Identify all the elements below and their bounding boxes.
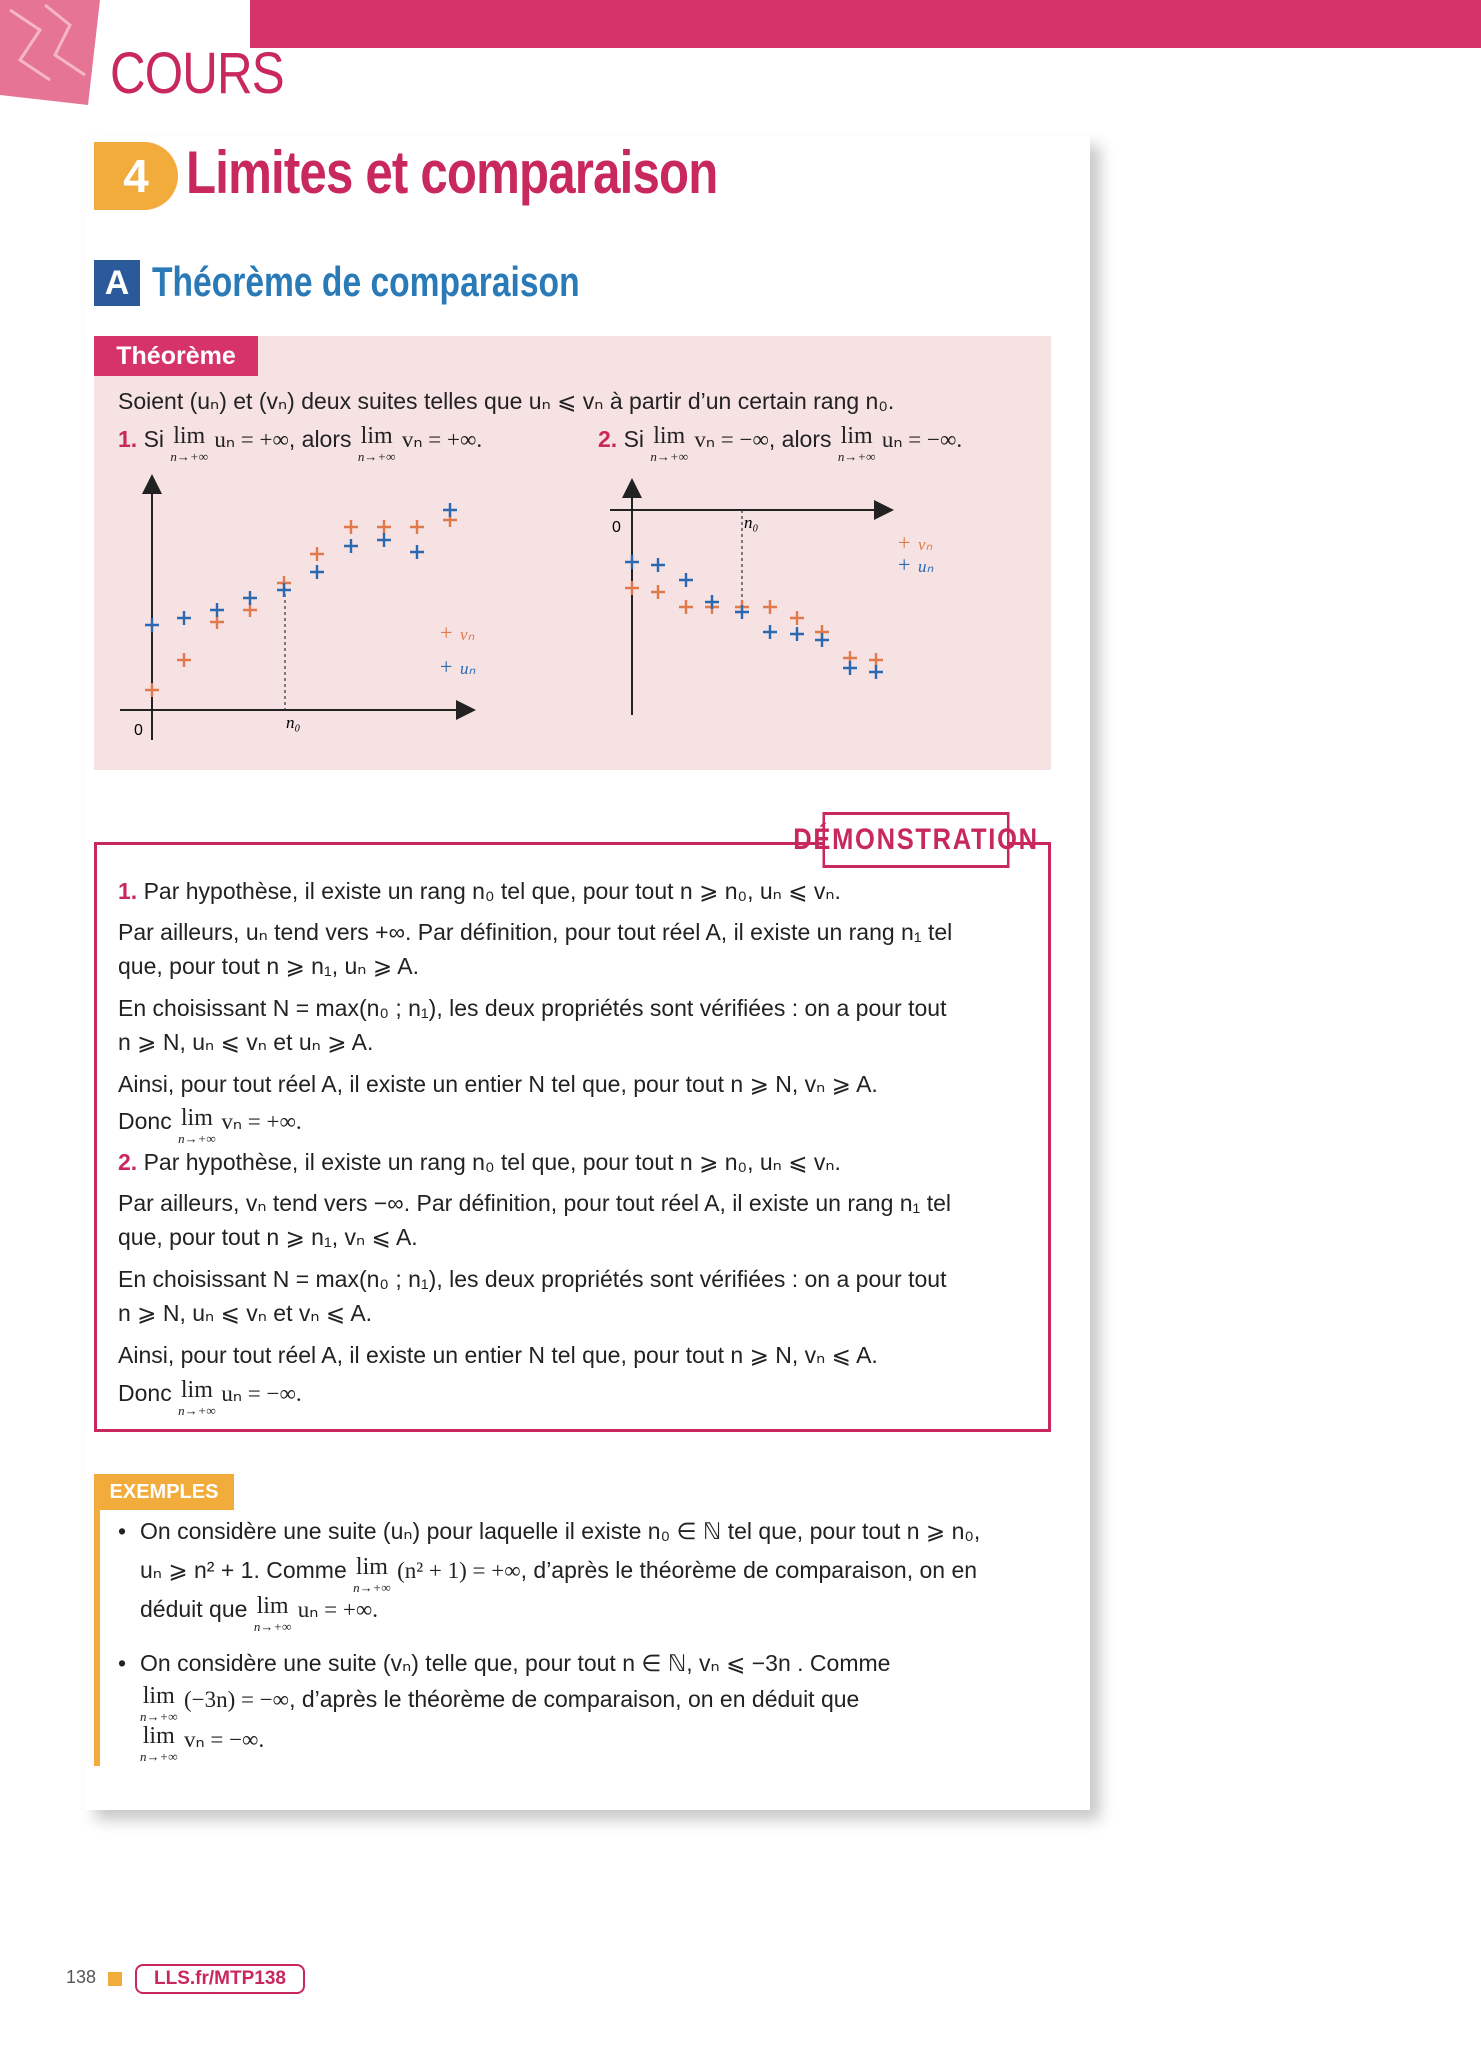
v-mark: [651, 585, 665, 599]
v-mark: [310, 547, 324, 561]
item-number: 2.: [598, 426, 618, 452]
u-mark: [344, 539, 358, 553]
v-mark: [177, 653, 191, 667]
subsection-letter-badge: A: [94, 260, 140, 306]
u-mark: [815, 633, 829, 647]
item-prefix: Si: [143, 426, 165, 452]
limit-expression: uₙ = −∞.: [881, 427, 963, 452]
v-mark: [790, 611, 804, 625]
v-mark: [869, 653, 883, 667]
v-mark: [679, 600, 693, 614]
examples-label: EXEMPLES: [94, 1474, 234, 1510]
footer-square-icon: [108, 1972, 122, 1986]
example-2-bullet: •: [118, 1650, 127, 1676]
u-mark: [790, 627, 804, 641]
demonstration-line: [118, 993, 946, 1023]
demonstration-line: [118, 917, 952, 947]
example-text: , d’après le théorème de comparaison, on en déduit que: [289, 1686, 860, 1712]
legend-v-label: vₙ: [918, 535, 933, 554]
example-2-line-2: [140, 1684, 859, 1723]
v-mark: [763, 600, 777, 614]
demonstration-text-span: Par ailleurs, vₙ tend vers −∞. Par définition, pour tout réel A, il existe un rang n₁ tel: [118, 1190, 951, 1216]
demonstration-text-span: Ainsi, pour tout réel A, il existe un entier N tel que, pour tout n ⩾ N, vₙ ⩽ A.: [118, 1342, 878, 1368]
demonstration-line: [118, 1106, 302, 1145]
u-mark: [310, 565, 324, 579]
limit-expression: (n² + 1) = +∞: [397, 1558, 521, 1583]
limit-operator: lim n→+∞: [357, 423, 396, 464]
graph-decreasing: [590, 470, 990, 730]
theorem-item-2: [598, 424, 962, 463]
demonstration-line: [118, 1147, 841, 1177]
u-mark: [625, 555, 639, 569]
example-2-line-1: On considère une suite (vₙ) telle que, pour tout n ∈ ℕ, vₙ ⩽ −3n . Comme: [140, 1650, 891, 1676]
demonstration-line: [118, 1378, 302, 1417]
demonstration-line: [118, 1027, 373, 1057]
limit-expression: uₙ = +∞: [214, 427, 289, 452]
subsection-title: Théorème de comparaison: [152, 258, 580, 305]
n0-label: n₀: [744, 513, 759, 532]
limit-expression: uₙ = +∞.: [297, 1597, 379, 1622]
legend-u-marker: +: [440, 654, 453, 679]
u-mark: [243, 591, 257, 605]
legend-u-marker: +: [898, 552, 911, 577]
limit-operator: lim n→+∞: [353, 1554, 391, 1595]
limit-operator: lim n→+∞: [253, 1593, 292, 1634]
example-2-line-3: [140, 1724, 264, 1763]
demonstration-line: [118, 951, 419, 981]
demonstration-text-span: Par ailleurs, uₙ tend vers +∞. Par définition, pour tout réel A, il existe un rang n₁ tel: [118, 919, 953, 945]
demonstration-text-span: que, pour tout n ⩾ n₁, vₙ ⩽ A.: [118, 1224, 418, 1250]
graph-increasing: [110, 470, 490, 750]
u-mark: [651, 558, 665, 572]
demonstration-text-span: Par hypothèse, il existe un rang n₀ tel que, pour tout n ⩾ n₀, uₙ ⩽ vₙ.: [143, 1149, 841, 1175]
page-number: 138: [66, 1967, 97, 1987]
limit-operator: lim n→+∞: [178, 1377, 216, 1418]
limit-expression: uₙ = −∞.: [215, 1381, 302, 1406]
demonstration-text-span: que, pour tout n ⩾ n₁, uₙ ⩾ A.: [118, 953, 419, 979]
v-mark: [243, 603, 257, 617]
limit-expression: vₙ = −∞.: [183, 1727, 265, 1752]
origin-label: 0: [612, 519, 621, 536]
v-mark: [377, 520, 391, 534]
v-mark: [145, 683, 159, 697]
resource-link[interactable]: LLS.fr/MTP138: [135, 1964, 305, 1994]
demonstration-line: [118, 1298, 372, 1328]
theorem-statement: Soient (uₙ) et (vₙ) deux suites telles que uₙ ⩽ vₙ à partir d’un certain rang n₀.: [118, 388, 895, 414]
demonstration-line: [118, 1222, 418, 1252]
example-text: déduit que: [140, 1596, 248, 1622]
demonstration-text-span: Donc: [118, 1108, 179, 1134]
u-mark: [210, 603, 224, 617]
example-1-line-2: [140, 1555, 977, 1594]
theorem-label: Théorème: [94, 336, 258, 376]
limit-expression: vₙ = +∞.: [401, 427, 483, 452]
v-mark: [410, 520, 424, 534]
demonstration-text-span: En choisissant N = max(n₀ ; n₁), les deux propriétés sont vérifiées : on a pour tout: [118, 995, 947, 1021]
legend-u-label: uₙ: [918, 557, 934, 576]
limit-expression: (−3n) = −∞: [183, 1687, 290, 1712]
legend-v-marker: +: [898, 530, 911, 555]
theorem-item-1: [118, 424, 482, 463]
section-label: COURS: [110, 41, 284, 106]
u-mark: [679, 573, 693, 587]
u-mark: [763, 625, 777, 639]
demonstration-text-span: Par hypothèse, il existe un rang n₀ tel que, pour tout n ⩾ n₀, uₙ ⩽ vₙ.: [143, 878, 841, 904]
demonstration-label: DÉMONSTRATION: [823, 812, 1010, 868]
top-color-bar: [250, 0, 1481, 48]
u-mark: [843, 661, 857, 675]
demonstration-text-span: Donc: [118, 1380, 179, 1406]
item-number: 1.: [118, 426, 138, 452]
example-1-line-3: [140, 1594, 378, 1633]
demonstration-line: [118, 1264, 946, 1294]
limit-operator: lim n→+∞: [837, 423, 876, 464]
demonstration-line: [118, 1069, 878, 1099]
limit-operator: lim n→+∞: [650, 423, 688, 464]
demonstration-text-span: n ⩾ N, uₙ ⩽ vₙ et vₙ ⩽ A.: [118, 1300, 373, 1326]
example-1-bullet: •: [118, 1518, 127, 1544]
examples-side-bar: [94, 1474, 100, 1766]
legend-v-label: vₙ: [460, 625, 475, 644]
example-text: , d’après le théorème de comparaison, on en: [520, 1557, 978, 1583]
chapter-number-badge: 4: [94, 142, 178, 210]
demonstration-text-span: Ainsi, pour tout réel A, il existe un entier N tel que, pour tout n ⩾ N, vₙ ⩾ A.: [118, 1071, 878, 1097]
u-mark: [177, 611, 191, 625]
v-mark: [344, 520, 358, 534]
example-text: uₙ ⩾ n² + 1. Comme: [140, 1557, 347, 1583]
v-mark: [625, 581, 639, 595]
u-mark: [145, 618, 159, 632]
v-mark: [210, 615, 224, 629]
limit-operator: lim n→+∞: [170, 423, 208, 464]
demonstration-text-span: n ⩾ N, uₙ ⩽ vₙ et uₙ ⩾ A.: [118, 1029, 374, 1055]
u-mark: [443, 503, 457, 517]
n0-label: n₀: [286, 713, 301, 732]
u-mark: [869, 665, 883, 679]
limit-operator: lim n→+∞: [140, 1683, 178, 1724]
origin-label: 0: [134, 722, 143, 739]
demonstration-line: [118, 1188, 951, 1218]
demonstration-text-span: En choisissant N = max(n₀ ; n₁), les deux propriétés sont vérifiées : on a pour tout: [118, 1266, 947, 1292]
example-1-line-1: On considère une suite (uₙ) pour laquelle il existe n₀ ∈ ℕ tel que, pour tout n ⩾ n₀,: [140, 1518, 981, 1544]
demonstration-item-number: 2.: [118, 1149, 144, 1175]
item-middle: , alors: [768, 426, 832, 452]
demonstration-line: [118, 1340, 878, 1370]
demonstration-item-number: 1.: [118, 878, 144, 904]
limit-expression: vₙ = −∞: [694, 427, 769, 452]
legend-v-marker: +: [440, 620, 453, 645]
item-prefix: Si: [623, 426, 645, 452]
corner-pattern-decoration: [0, 0, 110, 110]
limit-operator: lim n→+∞: [178, 1105, 216, 1146]
u-mark: [410, 545, 424, 559]
u-mark: [377, 533, 391, 547]
limit-operator: lim n→+∞: [140, 1723, 178, 1764]
demonstration-line: [118, 876, 841, 906]
chapter-title: Limites et comparaison: [186, 139, 718, 206]
limit-expression: vₙ = +∞.: [215, 1109, 302, 1134]
legend-u-label: uₙ: [460, 659, 476, 678]
item-middle: , alors: [288, 426, 352, 452]
u-mark: [277, 583, 291, 597]
